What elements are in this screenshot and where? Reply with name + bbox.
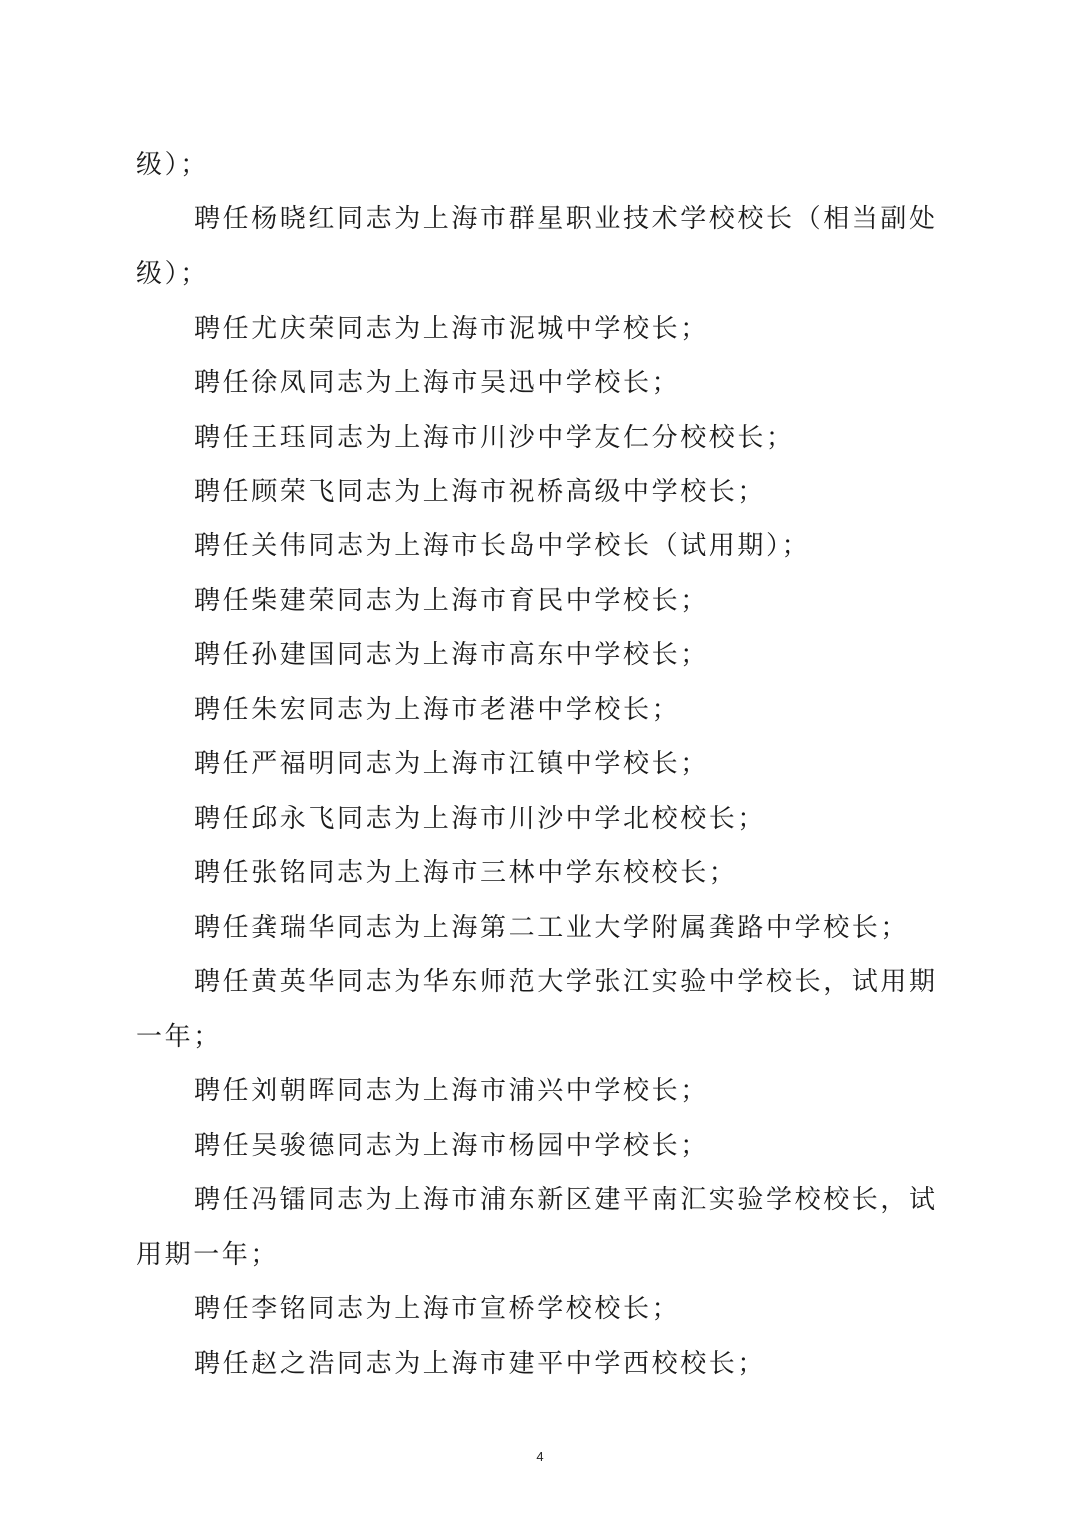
text-line: 聘任尤庆荣同志为上海市泥城中学校长； (194, 314, 709, 344)
text-line: 聘任孙建国同志为上海市高东中学校长； (194, 640, 709, 670)
text-line: 聘任王珏同志为上海市川沙中学友仁分校校长； (194, 423, 795, 453)
text-line: 聘任刘朝晖同志为上海市浦兴中学校长； (194, 1076, 709, 1106)
text-line: 级）； (136, 150, 209, 180)
page-number: 4 (536, 1449, 544, 1464)
text-line: 聘任朱宏同志为上海市老港中学校长； (194, 695, 681, 725)
text-line: 聘任赵之浩同志为上海市建平中学西校校长； (194, 1349, 767, 1379)
text-line: 用期一年； (136, 1240, 280, 1270)
text-line: 聘任邱永飞同志为上海市川沙中学北校校长； (194, 804, 767, 834)
text-line: 聘任冯镭同志为上海市浦东新区建平南汇实验学校校长，试 (194, 1185, 938, 1215)
text-line: 聘任徐凤同志为上海市吴迅中学校长； (194, 368, 681, 398)
text-line: 聘任李铭同志为上海市宣桥学校校长； (194, 1294, 681, 1324)
text-line: 级）； (136, 259, 209, 289)
text-line: 聘任黄英华同志为华东师范大学张江实验中学校长，试用期 (194, 967, 938, 997)
text-line: 一年； (136, 1022, 222, 1052)
text-line: 聘任吴骏德同志为上海市杨园中学校长； (194, 1131, 709, 1161)
text-line: 聘任张铭同志为上海市三林中学东校校长； (194, 858, 738, 888)
text-line: 聘任严福明同志为上海市江镇中学校长； (194, 749, 709, 779)
text-line: 聘任顾荣飞同志为上海市祝桥高级中学校长； (194, 477, 767, 507)
text-line: 聘任龚瑞华同志为上海第二工业大学附属龚路中学校长； (194, 913, 910, 943)
text-line: 聘任关伟同志为上海市长岛中学校长（试用期）； (194, 531, 811, 561)
text-line: 聘任杨晓红同志为上海市群星职业技术学校校长（相当副处 (194, 204, 938, 234)
text-line: 聘任柴建荣同志为上海市育民中学校长； (194, 586, 709, 616)
